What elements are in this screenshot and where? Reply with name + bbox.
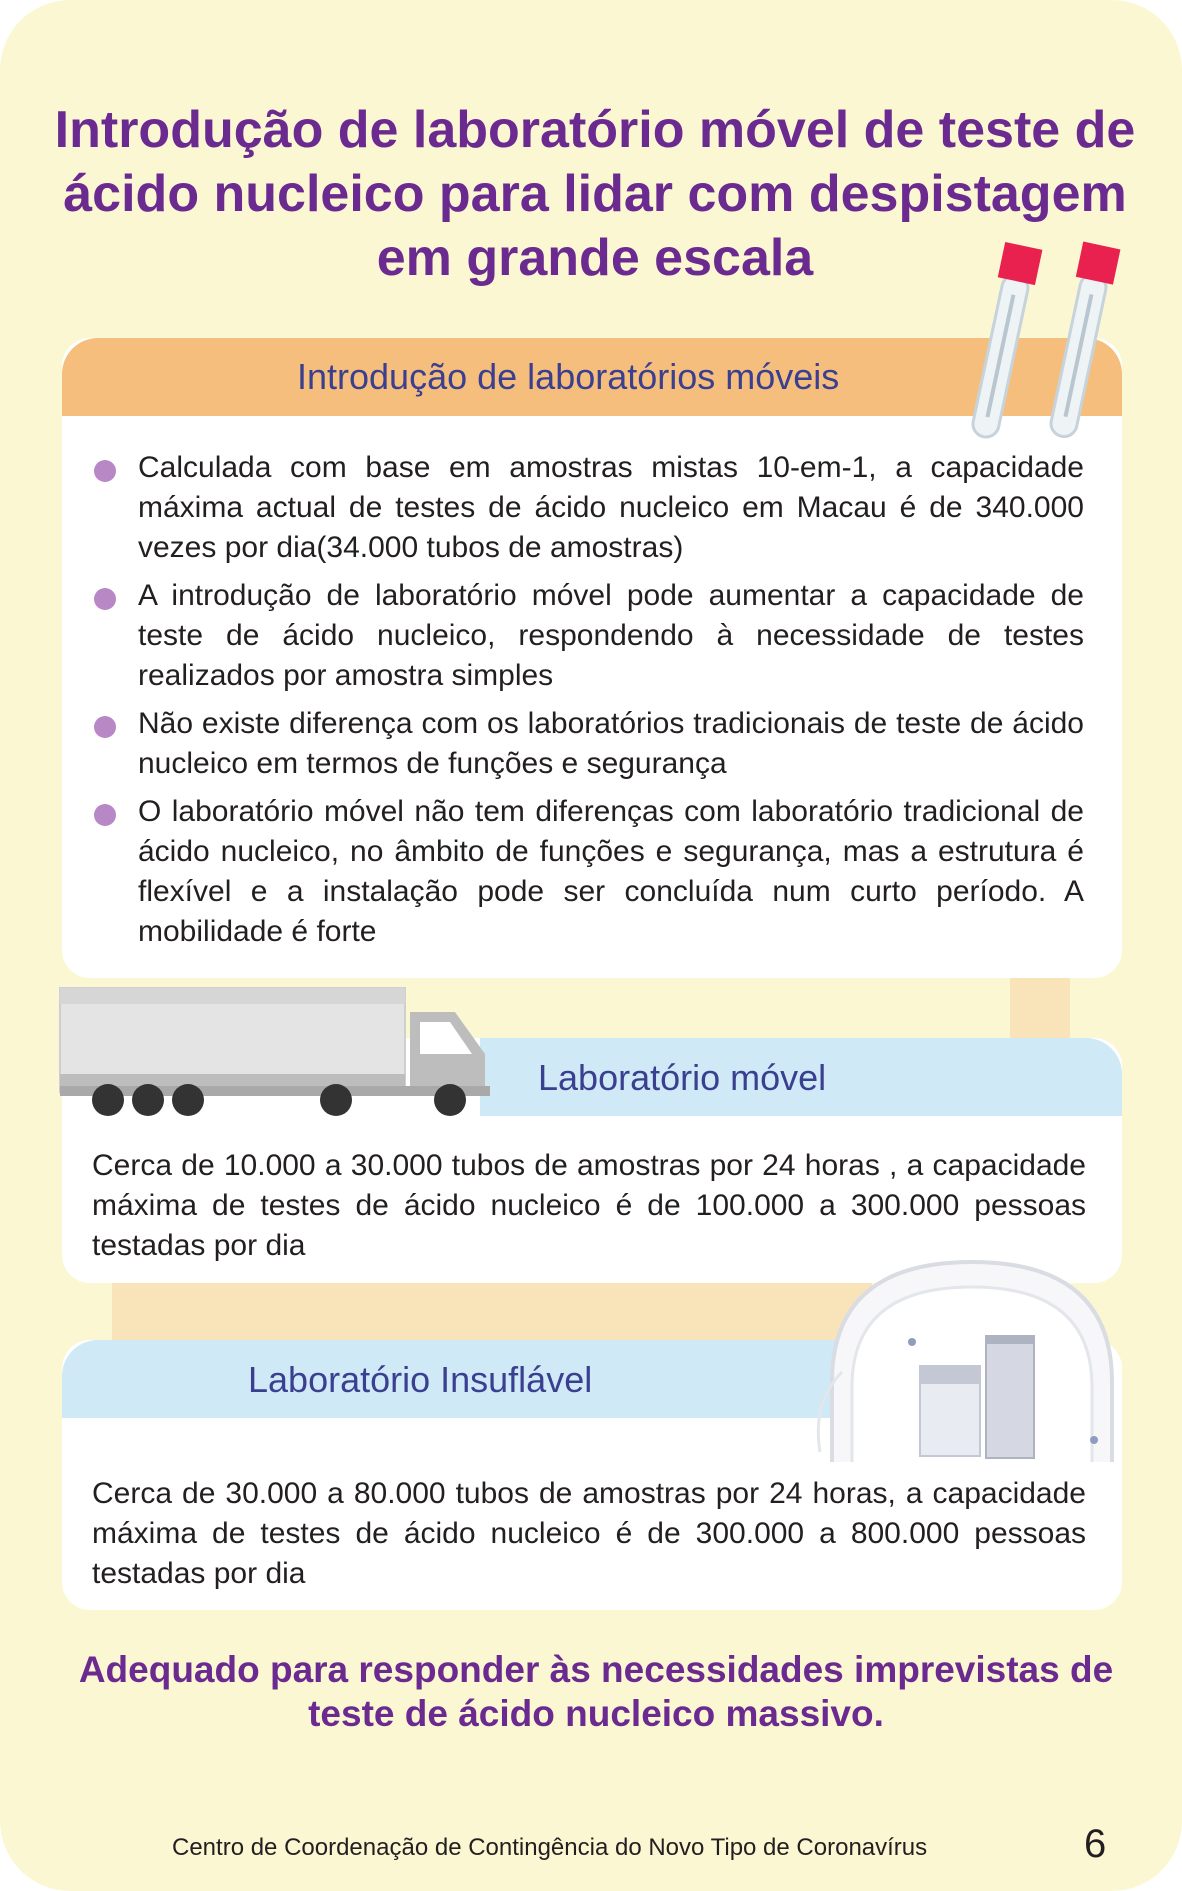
list-item: A introdução de laboratório móvel pode aumentar a capacidade de teste de ácido nucleico, respondendo à necessidade de testes realizados por amostra simples — [92, 576, 1084, 696]
mobile-labs-heading: Introdução de laboratórios móveis — [297, 356, 840, 397]
bullet-dot-icon — [94, 804, 116, 826]
bullet-dot-icon — [94, 588, 116, 610]
conclusion-text: Adequado para responder às necessidades imprevistas de teste de ácido nucleico massivo. — [78, 1649, 1114, 1734]
inflatable-dome-icon — [812, 1252, 1132, 1472]
truck-icon — [60, 982, 500, 1122]
mobile-labs-bullet-list — [92, 448, 1084, 960]
list-item: Calculada com base em amostras mistas 10-em-1, a capacidade máxima actual de testes de ácido nucleico em Macau é de 340.000 vezes por dia(34.000 tubos de amostras) — [92, 448, 1084, 568]
test-tubes-icon — [970, 235, 1150, 445]
page-number: 6 — [1084, 1822, 1107, 1866]
truck-lab-description: Cerca de 10.000 a 30.000 tubos de amostras por 24 horas , a capacidade máxima de testes de ácido nucleico é de 100.000 a 300.000 pessoas testadas por dia — [92, 1149, 1086, 1262]
truck-lab-heading: Laboratório móvel — [538, 1057, 827, 1098]
inflatable-lab-description: Cerca de 30.000 a 80.000 tubos de amostras por 24 horas, a capacidade máxima de testes de ácido nucleico é de 300.000 a 800.000 pessoas testadas por dia — [92, 1477, 1086, 1590]
list-item: Não existe diferença com os laboratórios tradicionais de teste de ácido nucleico em termos de funções e segurança — [92, 704, 1084, 784]
page-title: Introdução de laboratório móvel de teste de ácido nucleico para lidar com despistagem em grande escala — [54, 101, 1136, 287]
bullet-dot-icon — [94, 716, 116, 738]
bullet-dot-icon — [94, 460, 116, 482]
list-item: O laboratório móvel não tem diferenças com laboratório tradicional de ácido nucleico, no âmbito de funções e segurança, mas a estrutura é flexível e a instalação pode ser concluída num curto período. A mobilidade é forte — [92, 792, 1084, 952]
footer-text: Centro de Coordenação de Contingência do Novo Tipo de Coronavírus — [172, 1834, 928, 1861]
inflatable-lab-heading: Laboratório Insuflável — [248, 1359, 593, 1400]
connector-strip-left — [112, 1282, 872, 1342]
